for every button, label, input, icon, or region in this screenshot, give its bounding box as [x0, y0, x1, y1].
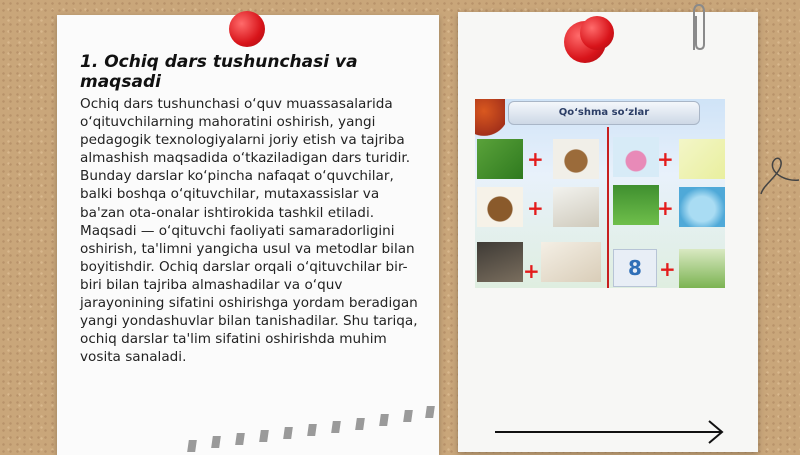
- grass-picture: [477, 139, 523, 179]
- column-divider: [607, 127, 609, 288]
- mountain-picture: [477, 242, 523, 282]
- autumn-leaves-corner: [475, 99, 505, 139]
- plus-sign: +: [657, 196, 674, 220]
- plus-sign: +: [659, 257, 676, 281]
- girl-picture: [613, 137, 659, 177]
- game-title-banner: Qo‘shma so‘zlar: [508, 101, 700, 125]
- stork-picture: [613, 185, 659, 225]
- plus-sign: +: [527, 147, 544, 171]
- grass-field-picture: [679, 249, 725, 288]
- plus-sign: +: [523, 259, 540, 283]
- feathers-picture: [553, 187, 599, 227]
- swirl-icon: [755, 148, 800, 208]
- number-eight-card: 8: [613, 249, 657, 287]
- walnut-picture: [553, 139, 599, 179]
- plus-sign: +: [657, 147, 674, 171]
- arrow-right-icon: [493, 418, 728, 446]
- push-pin-icon: [580, 16, 614, 50]
- saw-picture: [541, 242, 601, 282]
- chest-picture: [477, 187, 523, 227]
- compound-words-game-image: [475, 99, 725, 288]
- section-title: 1. Ochiq dars tushunchasi va maqsadi: [80, 52, 358, 92]
- cloud-picture: [679, 187, 725, 227]
- shovel-picture: [679, 139, 725, 179]
- push-pin-icon: [229, 11, 265, 47]
- section-body-text: Ochiq dars tushunchasi o‘quv muassasalarida o‘qituvchilarning mahoratini oshirish, yangi pedagogik texnologiyalarni joriy etish va tajriba almashish maqsadida o‘tkaziladigan dars turidir. Bunday darslar ko‘pincha nafaqat o‘quvchilar, balki boshqa o‘qituvchilar, mutaxassislar va ba'zan ota-onalar ishtirokida tashkil etiladi. Maqsadi — o‘qituvchi faoliyati samaradorligini oshirish, ta'limni yangicha usul va metodlar bilan boyitishdir. Ochiq darslar orqali o‘qituvchilar bir-biri bilan tajriba almashadilar va o‘quv jarayonining sifatini oshirishga yordam beradigan yangi yondashuvlar bilan tanishadilar. Shu tariqa, ochiq darslar ta'lim sifatini oshirishda muhim vosita sanaladi.: [80, 96, 418, 366]
- plus-sign: +: [527, 196, 544, 220]
- paper-clip-icon: [688, 2, 708, 54]
